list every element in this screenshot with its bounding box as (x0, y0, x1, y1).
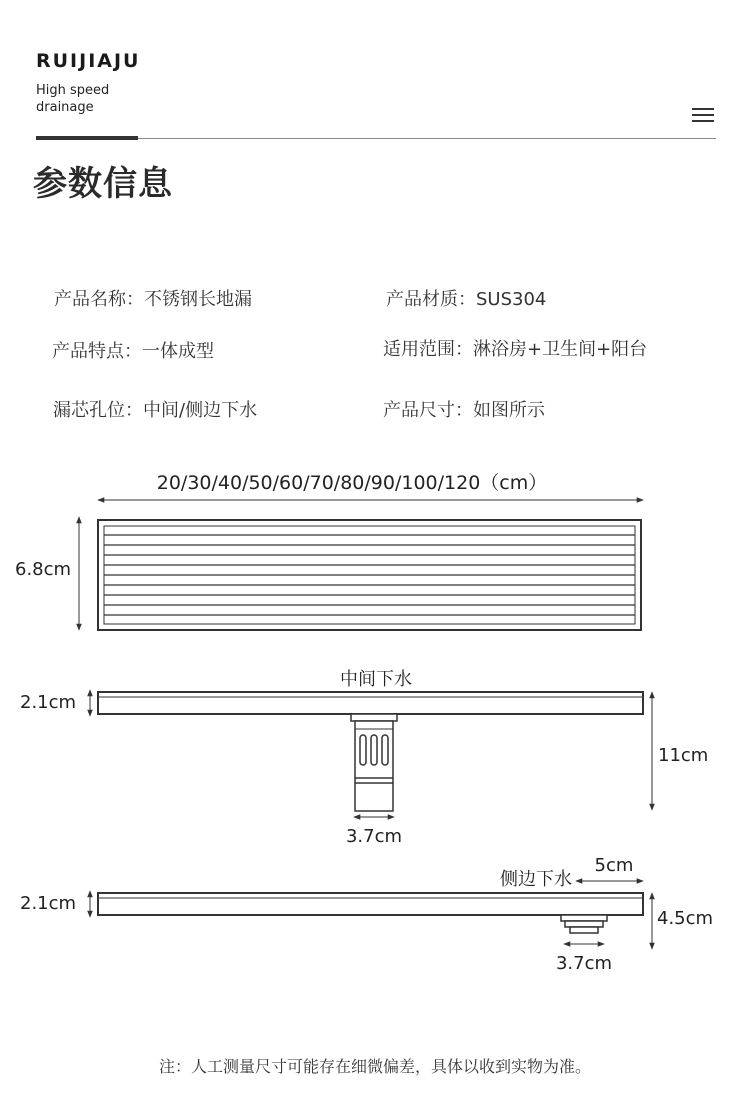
side-height-label: 4.5cm (657, 908, 714, 929)
center-height-label: 11cm (658, 745, 709, 766)
page-title: 参数信息 (33, 164, 173, 204)
spec-value: 不锈钢长地漏 (144, 289, 252, 310)
side-offset-label: 5cm (594, 855, 634, 876)
spec-label: 漏芯孔位： (53, 400, 143, 421)
brand-tagline: High speed drainage (36, 83, 110, 115)
side-drain-profile (98, 893, 643, 933)
brand-logo: RUIJIAJU (36, 50, 141, 72)
spec-label: 产品材质： (386, 289, 476, 310)
spec-value: 一体成型 (142, 341, 214, 362)
spec-label: 产品名称： (54, 289, 144, 310)
footer-note: 注：人工测量尺寸可能存在细微偏差，具体以收到实物为准。 (158, 1057, 591, 1076)
side-drain-title: 侧边下水 (500, 869, 572, 890)
length-dimension-label: 20/30/40/50/60/70/80/90/100/120（cm） (156, 472, 548, 494)
center-drain-profile (98, 692, 643, 811)
width-dimension-label: 6.8cm (15, 559, 72, 580)
drain-top-view (98, 520, 641, 630)
side-pipe-width-label: 3.7cm (555, 953, 613, 974)
spec-label: 适用范围： (383, 339, 473, 360)
spec-value: 中间/侧边下水 (143, 400, 258, 421)
center-thickness-label: 2.1cm (20, 692, 77, 713)
center-drain-title: 中间下水 (340, 669, 412, 690)
spec-value: 如图所示 (473, 400, 545, 421)
spec-value: 淋浴房+卫生间+阳台 (473, 339, 648, 360)
spec-value: SUS304 (476, 289, 547, 310)
spec-label: 产品特点： (52, 341, 142, 362)
spec-label: 产品尺寸： (383, 400, 473, 421)
side-thickness-label: 2.1cm (20, 893, 77, 914)
center-pipe-width-label: 3.7cm (345, 826, 403, 847)
